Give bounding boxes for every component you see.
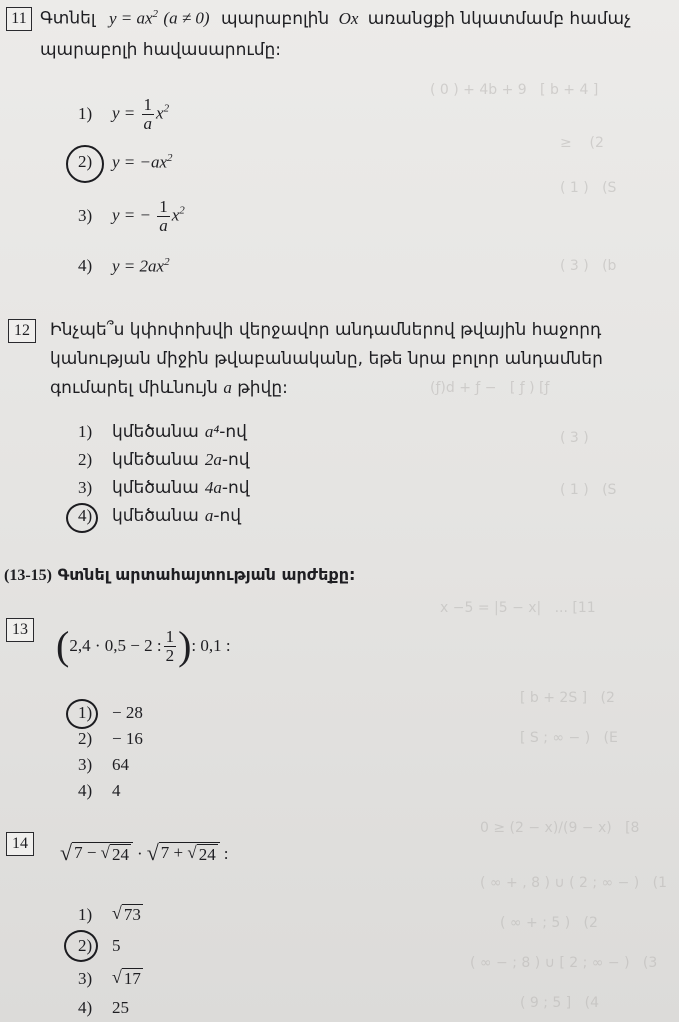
answer-option[interactable] xyxy=(78,96,169,133)
option-expression: 2a xyxy=(204,450,222,469)
axis-name: Ox xyxy=(338,8,359,28)
bleed-through-text: x −5 = |5 − x| ... [11 xyxy=(440,600,596,616)
question-text: Գտնել xyxy=(40,8,96,29)
option-number: 1) xyxy=(78,703,93,722)
question-text: գումարել միևնույն xyxy=(50,378,218,398)
option-expression: 4a xyxy=(204,478,222,497)
question-text: պարաբոլին xyxy=(220,8,330,29)
answer-option[interactable] xyxy=(78,422,247,442)
option-value: − 28 xyxy=(112,703,143,722)
option-value: 64 xyxy=(112,755,129,774)
option-number: 1) xyxy=(78,904,93,924)
answer-formula: $y = -ax^2$ xyxy=(112,152,173,172)
math-expression: ( 2,4 · 0,5 − 2 : $\frac{1}{2}$ ) : 0,1 : xyxy=(56,623,231,668)
bleed-through-text: ( 0 ) + 4b + 9 [ b + 4 ] xyxy=(430,82,599,98)
answer-formula: y = − $\frac{1}{a}$ $x^2$ xyxy=(112,197,185,235)
bleed-through-text: ( 3 ) xyxy=(560,430,589,446)
option-number: 3) xyxy=(78,968,93,988)
answer-option[interactable] xyxy=(78,781,121,801)
option-value: 4 xyxy=(112,781,121,800)
question-text-line: կանության միջին թվաբանականը, եթե նրա բոլոր անդամներ xyxy=(50,349,603,369)
option-expression: a⁴ xyxy=(204,422,220,441)
question-text: թիվը: xyxy=(237,378,288,398)
bleed-through-text: 0 ≥ (2 − x)/(9 − x) [8 xyxy=(480,820,640,836)
selected-answer-circle xyxy=(64,930,98,962)
question-number-box xyxy=(6,618,34,642)
selected-answer-circle xyxy=(66,145,104,183)
section-range: (13-15) xyxy=(4,567,52,584)
option-number: 3) xyxy=(78,755,93,774)
bleed-through-text: [ b + 2S ] (2 xyxy=(520,690,615,706)
option-number: 2) xyxy=(78,450,93,469)
question-number: 11 xyxy=(11,10,27,27)
bleed-through-text: ( ∞ + ; 5 ) (2 xyxy=(500,915,598,931)
variable: a xyxy=(223,378,232,397)
option-number: 1) xyxy=(78,104,93,124)
option-number: 4) xyxy=(78,256,93,276)
answer-option[interactable] xyxy=(78,450,250,470)
answer-formula: $y = 2ax^2$ xyxy=(112,256,170,276)
answer-option[interactable] xyxy=(78,478,250,498)
answer-option[interactable] xyxy=(78,506,241,526)
question-number-box xyxy=(8,319,36,343)
question-number-box xyxy=(6,7,32,31)
option-value: 5 xyxy=(112,936,121,955)
question-text-line: Գտնել $y = ax^2$ (a ≠ 0) պարաբոլին Ox առանցքի նկատմամբ համաչ xyxy=(40,8,631,29)
answer-option[interactable]: 1) √ 73 xyxy=(78,903,141,924)
section-header xyxy=(4,565,355,585)
selected-answer-circle xyxy=(66,503,98,533)
bleed-through-text: ( ∞ − ; 8 ) ∪ [ 2 ; ∞ − ) (3 xyxy=(470,955,658,971)
question-text-line xyxy=(50,378,288,398)
answer-option[interactable]: 3) √ 17 xyxy=(78,967,141,988)
option-value: 25 xyxy=(112,998,129,1017)
question-text-line: պարաբոլի հավասարումը: xyxy=(40,40,282,60)
bleed-through-text: ( 1 ) (S xyxy=(560,482,617,498)
option-number: 4) xyxy=(78,506,93,525)
bleed-through-text: ( ∞ + , 8 ) ∪ ( 2 ; ∞ − ) (1 xyxy=(480,875,667,891)
bleed-through-text: ( 3 ) (b xyxy=(560,258,617,274)
option-text: կմեծանա xyxy=(112,478,199,498)
question-text-line: Ինչպե՞ս կփոփոխվի վերջավոր անդամներով թվային հաջորդ xyxy=(50,320,602,340)
option-number: 2) xyxy=(78,936,93,955)
selected-answer-circle xyxy=(66,699,98,729)
option-value: − 16 xyxy=(112,729,143,748)
option-number: 1) xyxy=(78,422,93,441)
bleed-through-text: ( 1 ) (S xyxy=(560,180,617,196)
bleed-through-text: ≥ (2 xyxy=(560,135,604,151)
bleed-through-text: [ S ; ∞ − ) (E xyxy=(520,730,618,746)
option-text: կմեծանա xyxy=(112,422,199,442)
option-number: 3) xyxy=(78,478,93,497)
option-text: կմեծանա xyxy=(112,506,199,526)
option-number: 3) xyxy=(78,206,93,226)
option-text: -ով xyxy=(221,450,250,470)
option-number: 4) xyxy=(78,998,93,1017)
question-number: 13 xyxy=(12,621,28,638)
section-title: Գտնել արտահայտության արժեքը: xyxy=(57,565,356,584)
question-number: 14 xyxy=(12,835,28,852)
answer-option[interactable] xyxy=(78,998,129,1018)
option-number: 2) xyxy=(78,152,93,172)
math-expression: √ 7 − √ 24 · √ 7 + √ 24 : xyxy=(60,840,229,865)
answer-option[interactable] xyxy=(78,755,129,775)
answer-option[interactable] xyxy=(78,198,185,235)
option-text: -ով xyxy=(219,422,247,442)
answer-option[interactable] xyxy=(78,729,143,749)
bleed-through-text: ( 9 ; 5 ] (4 xyxy=(520,995,599,1011)
option-number: 4) xyxy=(78,781,93,800)
answer-formula: y = $\frac{1}{a}$ $x^2$ xyxy=(112,95,170,133)
option-text: -ով xyxy=(221,478,250,498)
option-number: 2) xyxy=(78,729,93,748)
question-number: 12 xyxy=(14,322,30,339)
option-text: -ով xyxy=(213,506,241,526)
option-text: կմեծանա xyxy=(112,450,199,470)
question-text: առանցքի նկատմամբ համաչ xyxy=(367,8,631,29)
answer-option[interactable] xyxy=(78,256,170,277)
bleed-through-text: (ƒ)d + ƒ − [ ƒ ) [ƒ xyxy=(430,380,550,396)
question-number-box xyxy=(6,832,34,856)
option-expression: a xyxy=(204,506,214,525)
